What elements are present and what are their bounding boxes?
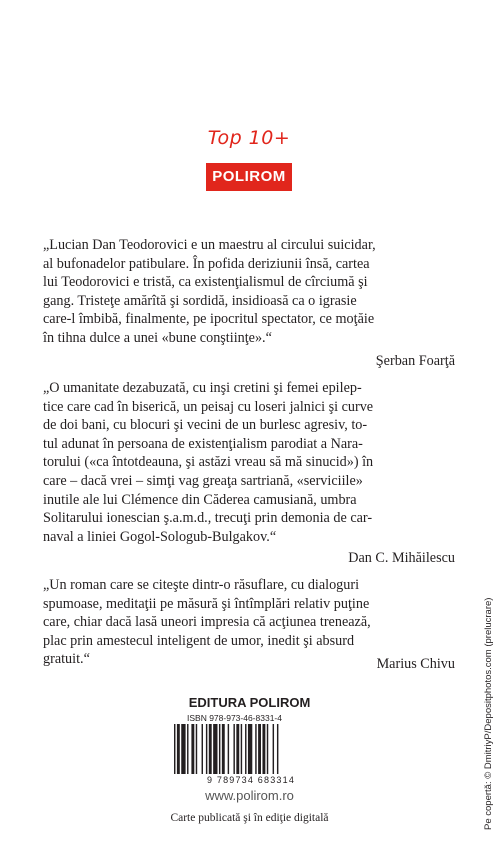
quote-1-author: Şerban Foarţă [375,353,455,369]
publisher-name: EDITURA POLIROM [188,695,311,710]
cover-credit: Pe copertă: © DmitriyP/Depositphotos.com (prelucrare) [483,597,494,830]
quote-line: gang. Tristeţe amărîtă şi sordidă, insidioasă ca o igrasie [43,292,357,309]
quote-line: tul adunat în persoana de existenţialism parodiat a Nara- [43,435,363,452]
barcode [172,724,328,774]
quote-line: „O umanitate dezabuzată, cu inşi cretini şi femei epilep- [43,380,362,396]
quote-1 [43,236,455,348]
quote-line: lui Teodorovici e tristă, ca existenţialismul de cîrciumă şi [43,274,368,291]
quote-line: plac prin amestecul inteligent de umor, inedit şi absurd [43,632,355,649]
quote-line: care-l îmbibă, finalmente, pe ipocritul spectator, ce moţăie [43,311,375,328]
quote-line: „Un roman care se citeşte dintr-o răsuflare, cu dialoguri [43,577,360,593]
website-link: www.polirom.ro [205,788,294,803]
quote-line: tice care cad în biserică, un peisaj cu loseri jalnici şi curve [43,398,374,415]
quote-line: Solitarului ionescian ş.a.m.d., trecuţi prin demonia de car- [43,510,373,527]
quote-line: care, chiar dacă lasă uneori impresia că acţiunea trenează, [43,614,371,631]
polirom-badge: POLIROM [206,163,292,191]
top-10-logo-text: Top 10+ [207,127,291,149]
quote-line: „Lucian Dan Teodorovici e un maestru al circului suicidar, [43,237,376,253]
quote-3-author: Marius Chivu [376,656,455,672]
isbn-number: ISBN 978-973-46-8331-4 [187,713,282,723]
quote-line: inutile ale lui Clémence din Căderea camusiană, umbra [43,491,357,508]
quote-line: naval a liniei Gogol-Sologub-Bulgakov.“ [43,528,277,545]
digital-edition-note: Carte publicată şi în ediţie digitală [170,812,329,824]
quote-line: spumoase, meditaţii pe măsură şi întîmplări relativ puţine [43,595,370,612]
quote-line: în tihna dulce a unei «bune conştiinţe».“ [43,329,272,346]
quote-line: gratuit.“ [43,651,90,668]
quote-line: de doi bani, cu blocuri şi vecini de un burlesc agresiv, to- [43,417,368,434]
quote-line: torului («ca întotdeauna, şi astăzi vreau să mă sinucid») în [43,454,374,471]
barcode-digits: 9 789734 683314 [206,775,296,785]
quote-2-author: Dan C. Mihăilescu [348,550,455,566]
quote-line: al bufonadelor patibulare. În pofida deriziunii însă, cartea [43,255,370,272]
quote-2 [43,379,455,546]
quote-line: care – dacă vrei – simţi vag greaţa sartriană, «serviciile» [43,472,363,489]
